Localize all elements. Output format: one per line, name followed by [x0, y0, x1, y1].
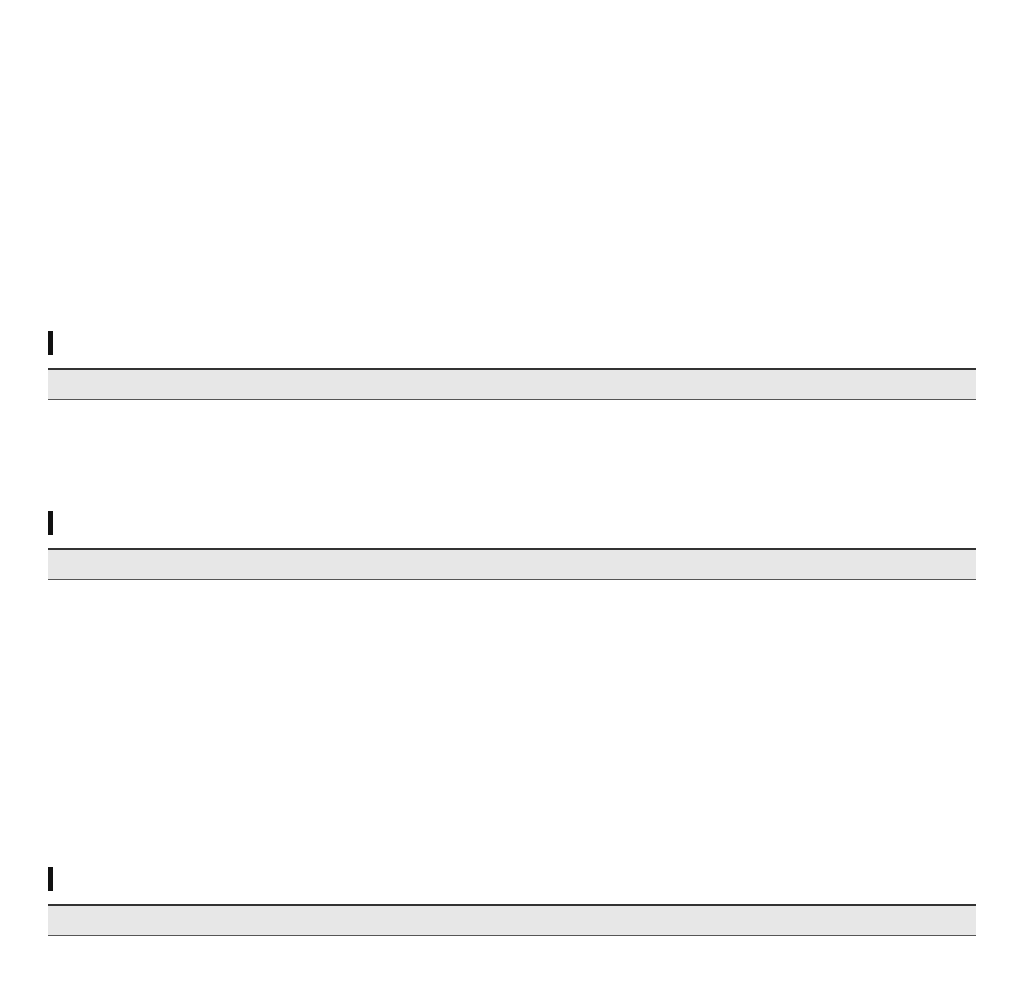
table-header [48, 904, 976, 936]
section-marker [48, 511, 53, 535]
section-3-table [48, 904, 976, 936]
table-header [48, 548, 976, 580]
section-3-date [48, 867, 61, 895]
section-marker [48, 331, 53, 355]
table-header [48, 368, 976, 400]
section-1-table [48, 368, 976, 400]
section-2-date [48, 511, 61, 539]
section-2-table [48, 548, 976, 580]
section-1-date [48, 331, 61, 359]
section-marker [48, 867, 53, 891]
